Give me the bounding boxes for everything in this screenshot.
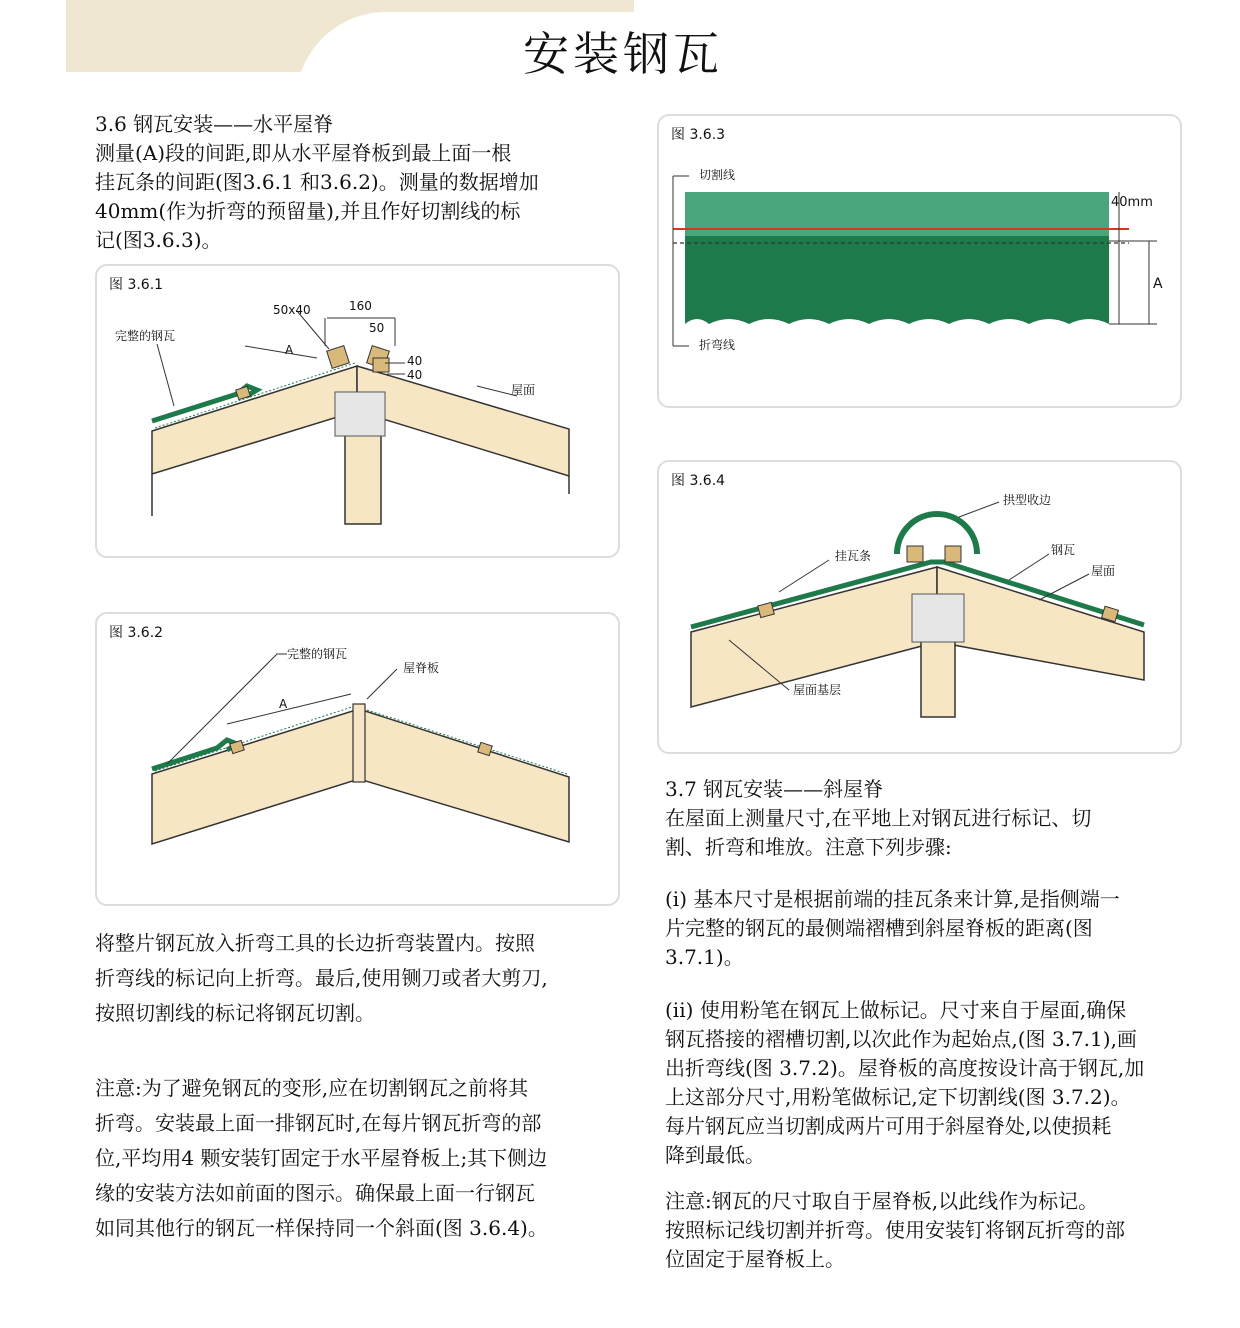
section-37-intro: 在屋面上测量尺寸,在平地上对钢瓦进行标记、切 割、折弯和堆放。注意下列步骤:: [665, 806, 1092, 859]
section-36-heading: 3.6 钢瓦安装——水平屋脊: [95, 112, 334, 136]
figure-3-6-4-drawing: [659, 462, 1184, 756]
section-37-step-1: (i) 基本尺寸是根据前端的挂瓦条来计算,是指侧端一 片完整的钢瓦的最侧端褶槽到斜屋脊板的距离(图 3.7.1)。: [665, 887, 1120, 969]
steel-tile-label: 钢瓦: [1051, 543, 1076, 557]
figure-3-6-4: [657, 460, 1182, 754]
size-40-label-b: 40: [407, 368, 423, 382]
figure-label: 图 3.6.2: [109, 625, 164, 641]
dimension-a-label: A: [285, 343, 294, 357]
section-37-note: 注意:钢瓦的尺寸取自于屋脊板,以此线作为标记。 按照标记线切割并折弯。使用安装钉将钢瓦折弯的部 位固定于屋脊板上。: [665, 1189, 1125, 1271]
figure-3-6-3: [657, 114, 1182, 408]
bending-note: 注意:为了避免钢瓦的变形,应在切割钢瓦之前将其 折弯。安装最上面一排钢瓦时,在每片钢瓦折弯的部 位,平均用4 颗安装钉固定于水平屋脊板上;其下侧边 缘的安装方法如前面的图示。确保最上面一行钢瓦 如同其他行的钢瓦一样保持同一个斜面(图 3.6.4)。: [95, 1076, 548, 1240]
allowance-40mm-label: 40mm: [1111, 195, 1153, 210]
figure-3-6-3-drawing: [659, 116, 1184, 410]
arch-trim-label: 拱型收边: [1003, 493, 1052, 507]
roof-label: 屋面: [1091, 564, 1116, 578]
roof-base-label: 屋面基层: [793, 683, 842, 697]
spacing-160-label: 160: [349, 299, 372, 313]
roof-label: 屋面: [511, 383, 536, 397]
section-37-heading: 3.7 钢瓦安装——斜屋脊: [665, 777, 884, 801]
fold-line-label: 折弯线: [699, 338, 736, 352]
size-40-label-a: 40: [407, 354, 423, 368]
figure-label: 图 3.6.1: [109, 277, 164, 293]
dimension-a-label: A: [1153, 276, 1163, 292]
section-36-body: 测量(A)段的间距,即从水平屋脊板到最上面一根 挂瓦条的间距(图3.6.1 和3.6.2)。测量的数据增加 40mm(作为折弯的预留量),并且作好切割线的标 记(图3.6.3)。: [95, 141, 539, 252]
figure-label: 图 3.6.3: [671, 127, 726, 143]
full-tile-label: 完整的钢瓦: [287, 647, 348, 661]
cut-line-label: 切割线: [699, 168, 736, 182]
ridge-board-label: 屋脊板: [403, 661, 440, 675]
bending-instructions: 将整片钢瓦放入折弯工具的长边折弯装置内。按照 折弯线的标记向上折弯。最后,使用铡刀或者大剪刀, 按照切割线的标记将钢瓦切割。: [95, 931, 548, 1025]
full-tile-label: 完整的钢瓦: [115, 329, 176, 343]
batten-label: 挂瓦条: [835, 549, 872, 563]
page-title: 安装钢瓦: [523, 27, 723, 81]
figure-3-6-1-drawing: [97, 266, 622, 560]
figure-3-6-1: [95, 264, 620, 558]
figure-3-6-2-drawing: [97, 614, 622, 908]
figure-label: 图 3.6.4: [671, 473, 726, 489]
batten-size-label: 50x40: [273, 303, 311, 317]
section-37-step-2: (ii) 使用粉笔在钢瓦上做标记。尺寸来自于屋面,确保 钢瓦搭接的褶槽切割,以次此作为起始点,(图 3.7.1),画 出折弯线(图 3.7.2)。屋脊板的高度按设计高于钢瓦,加 上这部分尺寸,用粉笔做标记,定下切割线(图 3.7.2)。 每片钢瓦应当切割成两片可用于斜屋脊处,以使损耗 降到最低。: [665, 998, 1145, 1167]
dimension-a-label: A: [279, 697, 288, 711]
figure-3-6-2: [95, 612, 620, 906]
size-50-label: 50: [369, 321, 385, 335]
